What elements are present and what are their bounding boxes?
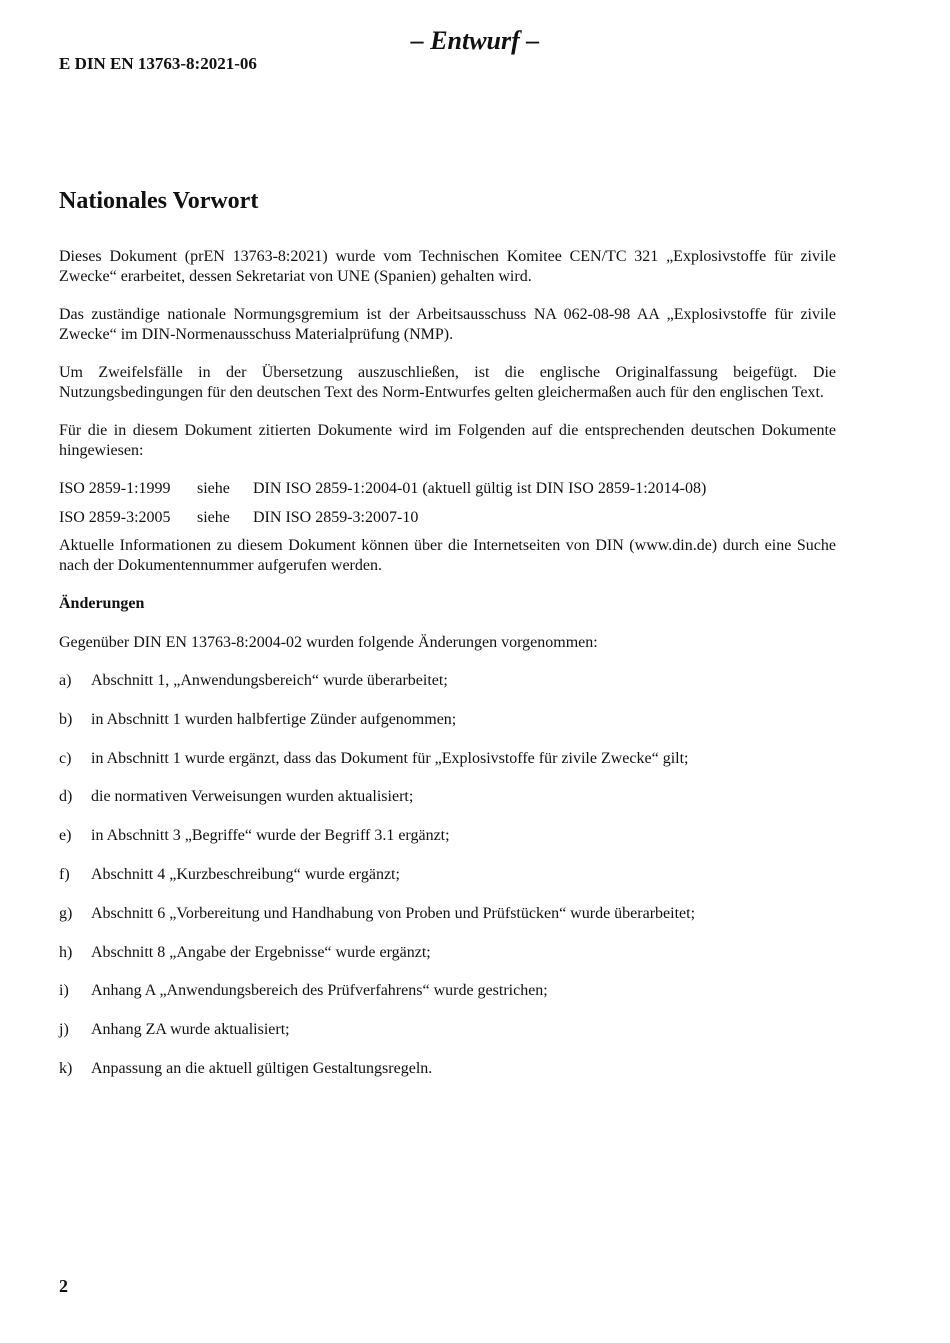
reference-standard: ISO 2859-1:1999	[59, 480, 171, 497]
list-item	[59, 671, 836, 691]
list-item-text: Abschnitt 8 „Angabe der Ergebnisse“ wurde ergänzt;	[91, 943, 431, 961]
list-item-text: in Abschnitt 3 „Begriffe“ wurde der Begriff 3.1 ergänzt;	[91, 827, 450, 845]
list-marker: d)	[59, 788, 73, 806]
list-item-text: die normativen Verweisungen wurden aktualisiert;	[91, 788, 414, 806]
reference-target: DIN ISO 2859-1:2004-01 (aktuell gültig ist DIN ISO 2859-1:2014-08)	[253, 480, 707, 497]
document-id: E DIN EN 13763-8:2021-06	[59, 54, 257, 73]
page-content	[59, 186, 836, 1098]
list-item-text: Anpassung an die aktuell gültigen Gestaltungsregeln.	[91, 1059, 433, 1077]
list-item	[59, 1059, 836, 1079]
list-marker: c)	[59, 749, 72, 767]
list-item	[59, 710, 836, 730]
changes-intro: Gegenüber DIN EN 13763-8:2004-02 wurden folgende Änderungen vorgenommen:	[59, 633, 598, 651]
paragraph-national-body: Das zuständige nationale Normungsgremium ist der Arbeitsausschuss NA 062-08-98 AA „Explosivstoffe für zivile Zwecke“ im DIN-Normenausschuss Materialprüfung (NMP).	[59, 306, 836, 343]
reference-row	[59, 479, 836, 499]
changes-list	[59, 671, 836, 1078]
list-item	[59, 749, 836, 769]
list-marker: b)	[59, 710, 73, 728]
list-marker: i)	[59, 982, 69, 1000]
list-marker: a)	[59, 672, 72, 689]
list-item-text: in Abschnitt 1 wurden halbfertige Zünder aufgenommen;	[91, 710, 457, 728]
reference-see: siehe	[197, 480, 230, 497]
page-title: Nationales Vorwort	[59, 188, 259, 214]
list-item-text: Abschnitt 6 „Vorbereitung und Handhabung von Proben und Prüfstücken“ wurde überarbeitet;	[91, 904, 696, 922]
list-item-text: Abschnitt 4 „Kurzbeschreibung“ wurde ergänzt;	[91, 865, 400, 883]
list-item	[59, 787, 836, 807]
changes-heading: Änderungen	[59, 595, 145, 612]
list-marker: g)	[59, 904, 73, 922]
paragraph-translation: Um Zweifelsfälle in der Übersetzung auszuschließen, ist die englische Originalfassung beigefügt. Die Nutzungsbedingungen für den deutschen Text des Norm-Entwurfes gelten gleichermaßen auch für den englischen Text.	[59, 364, 836, 401]
list-marker: j)	[59, 1021, 69, 1039]
list-item-text: Anhang ZA wurde aktualisiert;	[91, 1021, 290, 1039]
list-item	[59, 1020, 836, 1040]
list-item	[59, 981, 836, 1001]
list-item-text: Abschnitt 1, „Anwendungsbereich“ wurde überarbeitet;	[91, 672, 448, 689]
reference-row	[59, 508, 836, 528]
page-number: 2	[59, 1276, 68, 1296]
list-marker: e)	[59, 827, 72, 845]
list-item	[59, 904, 836, 924]
list-marker: f)	[59, 865, 70, 883]
paragraph-cited-documents: Für die in diesem Dokument zitierten Dokumente wird im Folgenden auf die entsprechenden deutschen Dokumente hingewiesen:	[59, 422, 836, 459]
list-marker: k)	[59, 1059, 73, 1077]
reference-see: siehe	[197, 508, 230, 526]
paragraph-committee: Dieses Dokument (prEN 13763-8:2021) wurde vom Technischen Komitee CEN/TC 321 „Explosivstoffe für zivile Zwecke“ erarbeitet, dessen Sekretariat von UNE (Spanien) gehalten wird.	[59, 248, 836, 285]
reference-standard: ISO 2859-3:2005	[59, 508, 171, 526]
list-item-text: in Abschnitt 1 wurde ergänzt, dass das Dokument für „Explosivstoffe für zivile Zwecke“ gilt;	[91, 749, 689, 767]
list-item	[59, 943, 836, 963]
list-item	[59, 826, 836, 846]
paragraph-info: Aktuelle Informationen zu diesem Dokument können über die Internetseiten von DIN (www.din.de) durch eine Suche nach der Dokumentennummer aufgerufen werden.	[59, 537, 836, 574]
list-item-text: Anhang A „Anwendungsbereich des Prüfverfahrens“ wurde gestrichen;	[91, 982, 548, 1000]
reference-target: DIN ISO 2859-3:2007-10	[253, 508, 419, 526]
draft-mark: – Entwurf –	[410, 26, 540, 55]
list-marker: h)	[59, 943, 73, 961]
list-item	[59, 865, 836, 885]
